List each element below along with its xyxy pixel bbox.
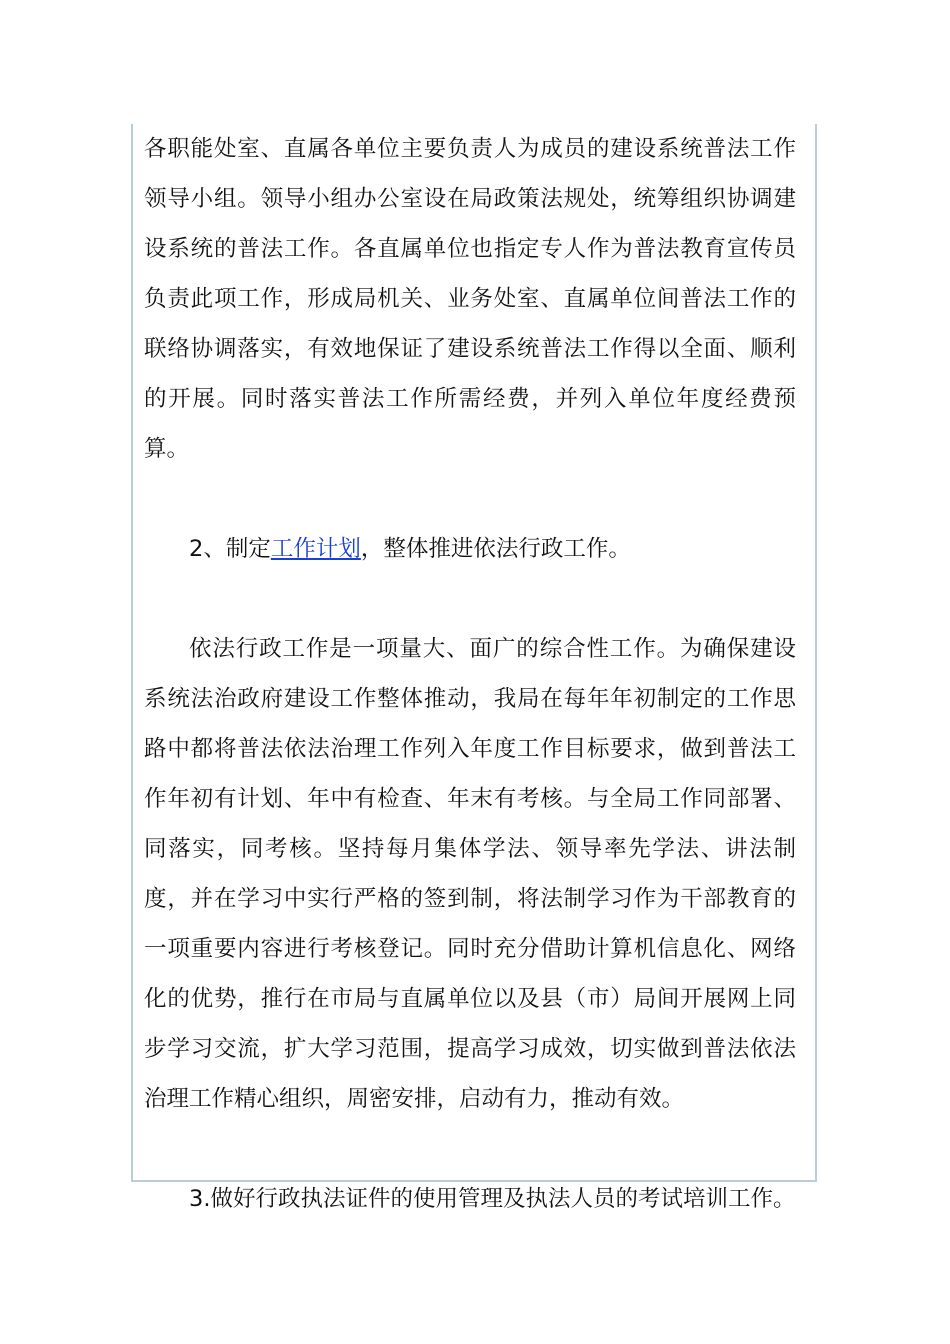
work-plan-link[interactable]: 工作计划 xyxy=(270,536,361,562)
paragraph-leadership-group: 各职能处室、直属各单位主要负责人为成员的建设系统普法工作领导小组。领导小组办公室设在局政策法规处，统筹组织协调建设系统的普法工作。各直属单位也指定专人作为普法教育宣传员负责此项工作，形成局机关、业务处室、直属单位间普法工作的联络协调落实，有效地保证了建设系统普法工作得以全面、顺利的开展。同时落实普法工作所需经费，并列入单位年度经费预算。 xyxy=(144,136,796,462)
document-body xyxy=(144,124,796,1224)
paragraph-spacer xyxy=(144,574,796,624)
paragraph-spacer xyxy=(144,1124,796,1174)
heading-text-after: ，整体推进依法行政工作。 xyxy=(360,536,631,562)
paragraph-work-plan-heading xyxy=(144,524,796,574)
paragraph-administration-by-law: 依法行政工作是一项量大、面广的综合性工作。为确保建设系统法治政府建设工作整体推动，我局在每年年初制定的工作思路中都将普法依法治理工作列入年度工作目标要求，做到普法工作年初有计划、年中有检查、年末有考核。与全局工作同部署、同落实，同考核。坚持每月集体学法、领导率先学法、讲法制度，并在学习中实行严格的签到制，将法制学习作为干部教育的一项重要内容进行考核登记。同时充分借助计算机信息化、网络化的优势，推行在市局与直属单位以及县（市）局间开展网上同步学习交流，扩大学习范围，提高学习成效，切实做到普法依法治理工作精心组织，周密安排，启动有力，推动有效。 xyxy=(144,636,796,1112)
heading-text-before: 2、制定 xyxy=(189,536,271,562)
paragraph-spacer xyxy=(144,474,796,524)
paragraph-enforcement-certificates-heading: 3.做好行政执法证件的使用管理及执法人员的考试培训工作。 xyxy=(189,1186,796,1212)
